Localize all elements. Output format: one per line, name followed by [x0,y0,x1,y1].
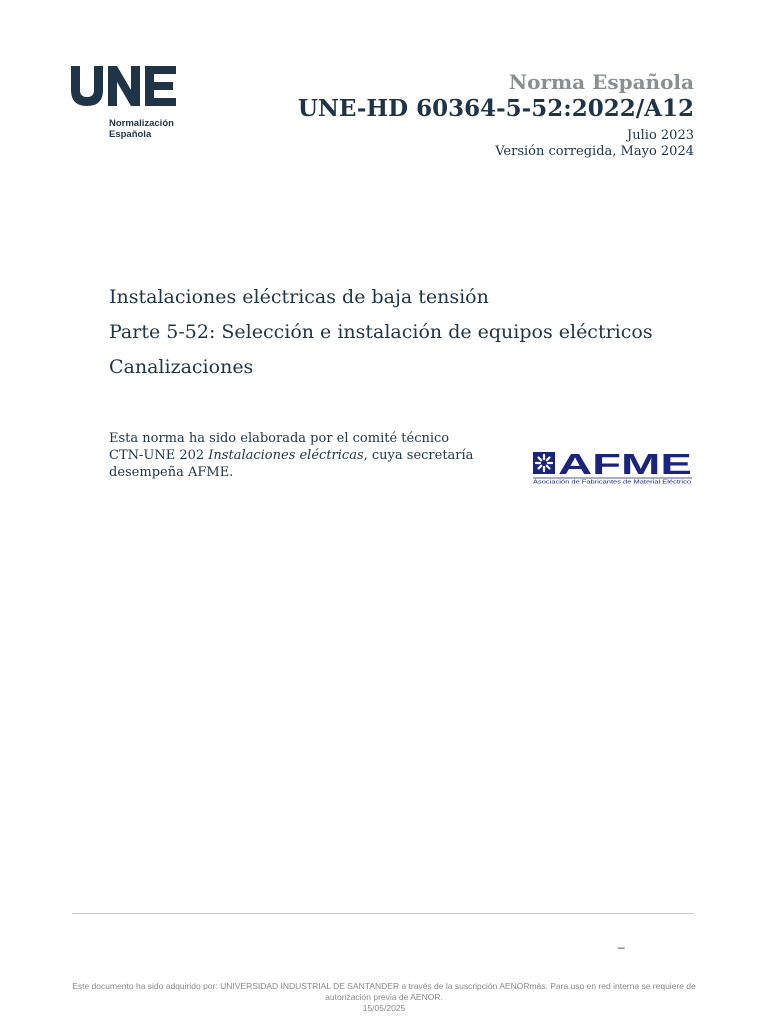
une-wordmark-icon [71,66,177,106]
committee-line-2 [109,447,489,464]
license-footer [40,981,728,1014]
document-header [298,70,694,160]
footer-line-1: Este documento ha sido adquirido por: UNIVERSIDAD INDUSTRIAL DE SANTANDER a través de la suscripción AENORmás. Para uso en red interna se requiere de [72,981,696,991]
footer-line-3: 15/05/2025 [362,1003,406,1013]
committee-name: Instalaciones eléctricas [208,448,364,463]
afme-logo [530,449,695,485]
une-logo-subtitle [109,118,174,140]
title-line-1: Instalaciones eléctricas de baja tensión [109,286,489,308]
une-logo-line1: Normalización [109,118,174,129]
document-titles [109,280,653,385]
title-line-3: Canalizaciones [109,356,254,378]
norma-label: Norma Española [508,70,694,94]
committee-statement [109,430,489,481]
corrected-version: Versión corregida, Mayo 2024 [495,144,694,159]
committee-line-2-suffix: , cuya secretaría [363,448,474,463]
committee-line-3: desempeña AFME. [109,465,234,480]
footer-divider [72,913,694,914]
title-line-2: Parte 5-52: Selección e instalación de equipos eléctricos [109,321,653,343]
footer-line-2: autorización previa de AENOR. [325,992,443,1002]
norma-code: UNE-HD 60364-5-52:2022/A12 [297,95,694,122]
page-dash: – [618,940,625,954]
afme-tagline: Asociación de Fabricantes de Material Eléctrico [533,479,692,485]
une-logo [71,66,183,146]
afme-wordmark: AFME [558,449,692,481]
publication-date: Julio 2023 [627,128,694,143]
une-logo-line2: Española [109,129,152,140]
afme-logo-icon [530,449,695,485]
committee-line-1: Esta norma ha sido elaborada por el comité técnico [109,431,450,446]
committee-code: CTN-UNE 202 [109,448,209,463]
